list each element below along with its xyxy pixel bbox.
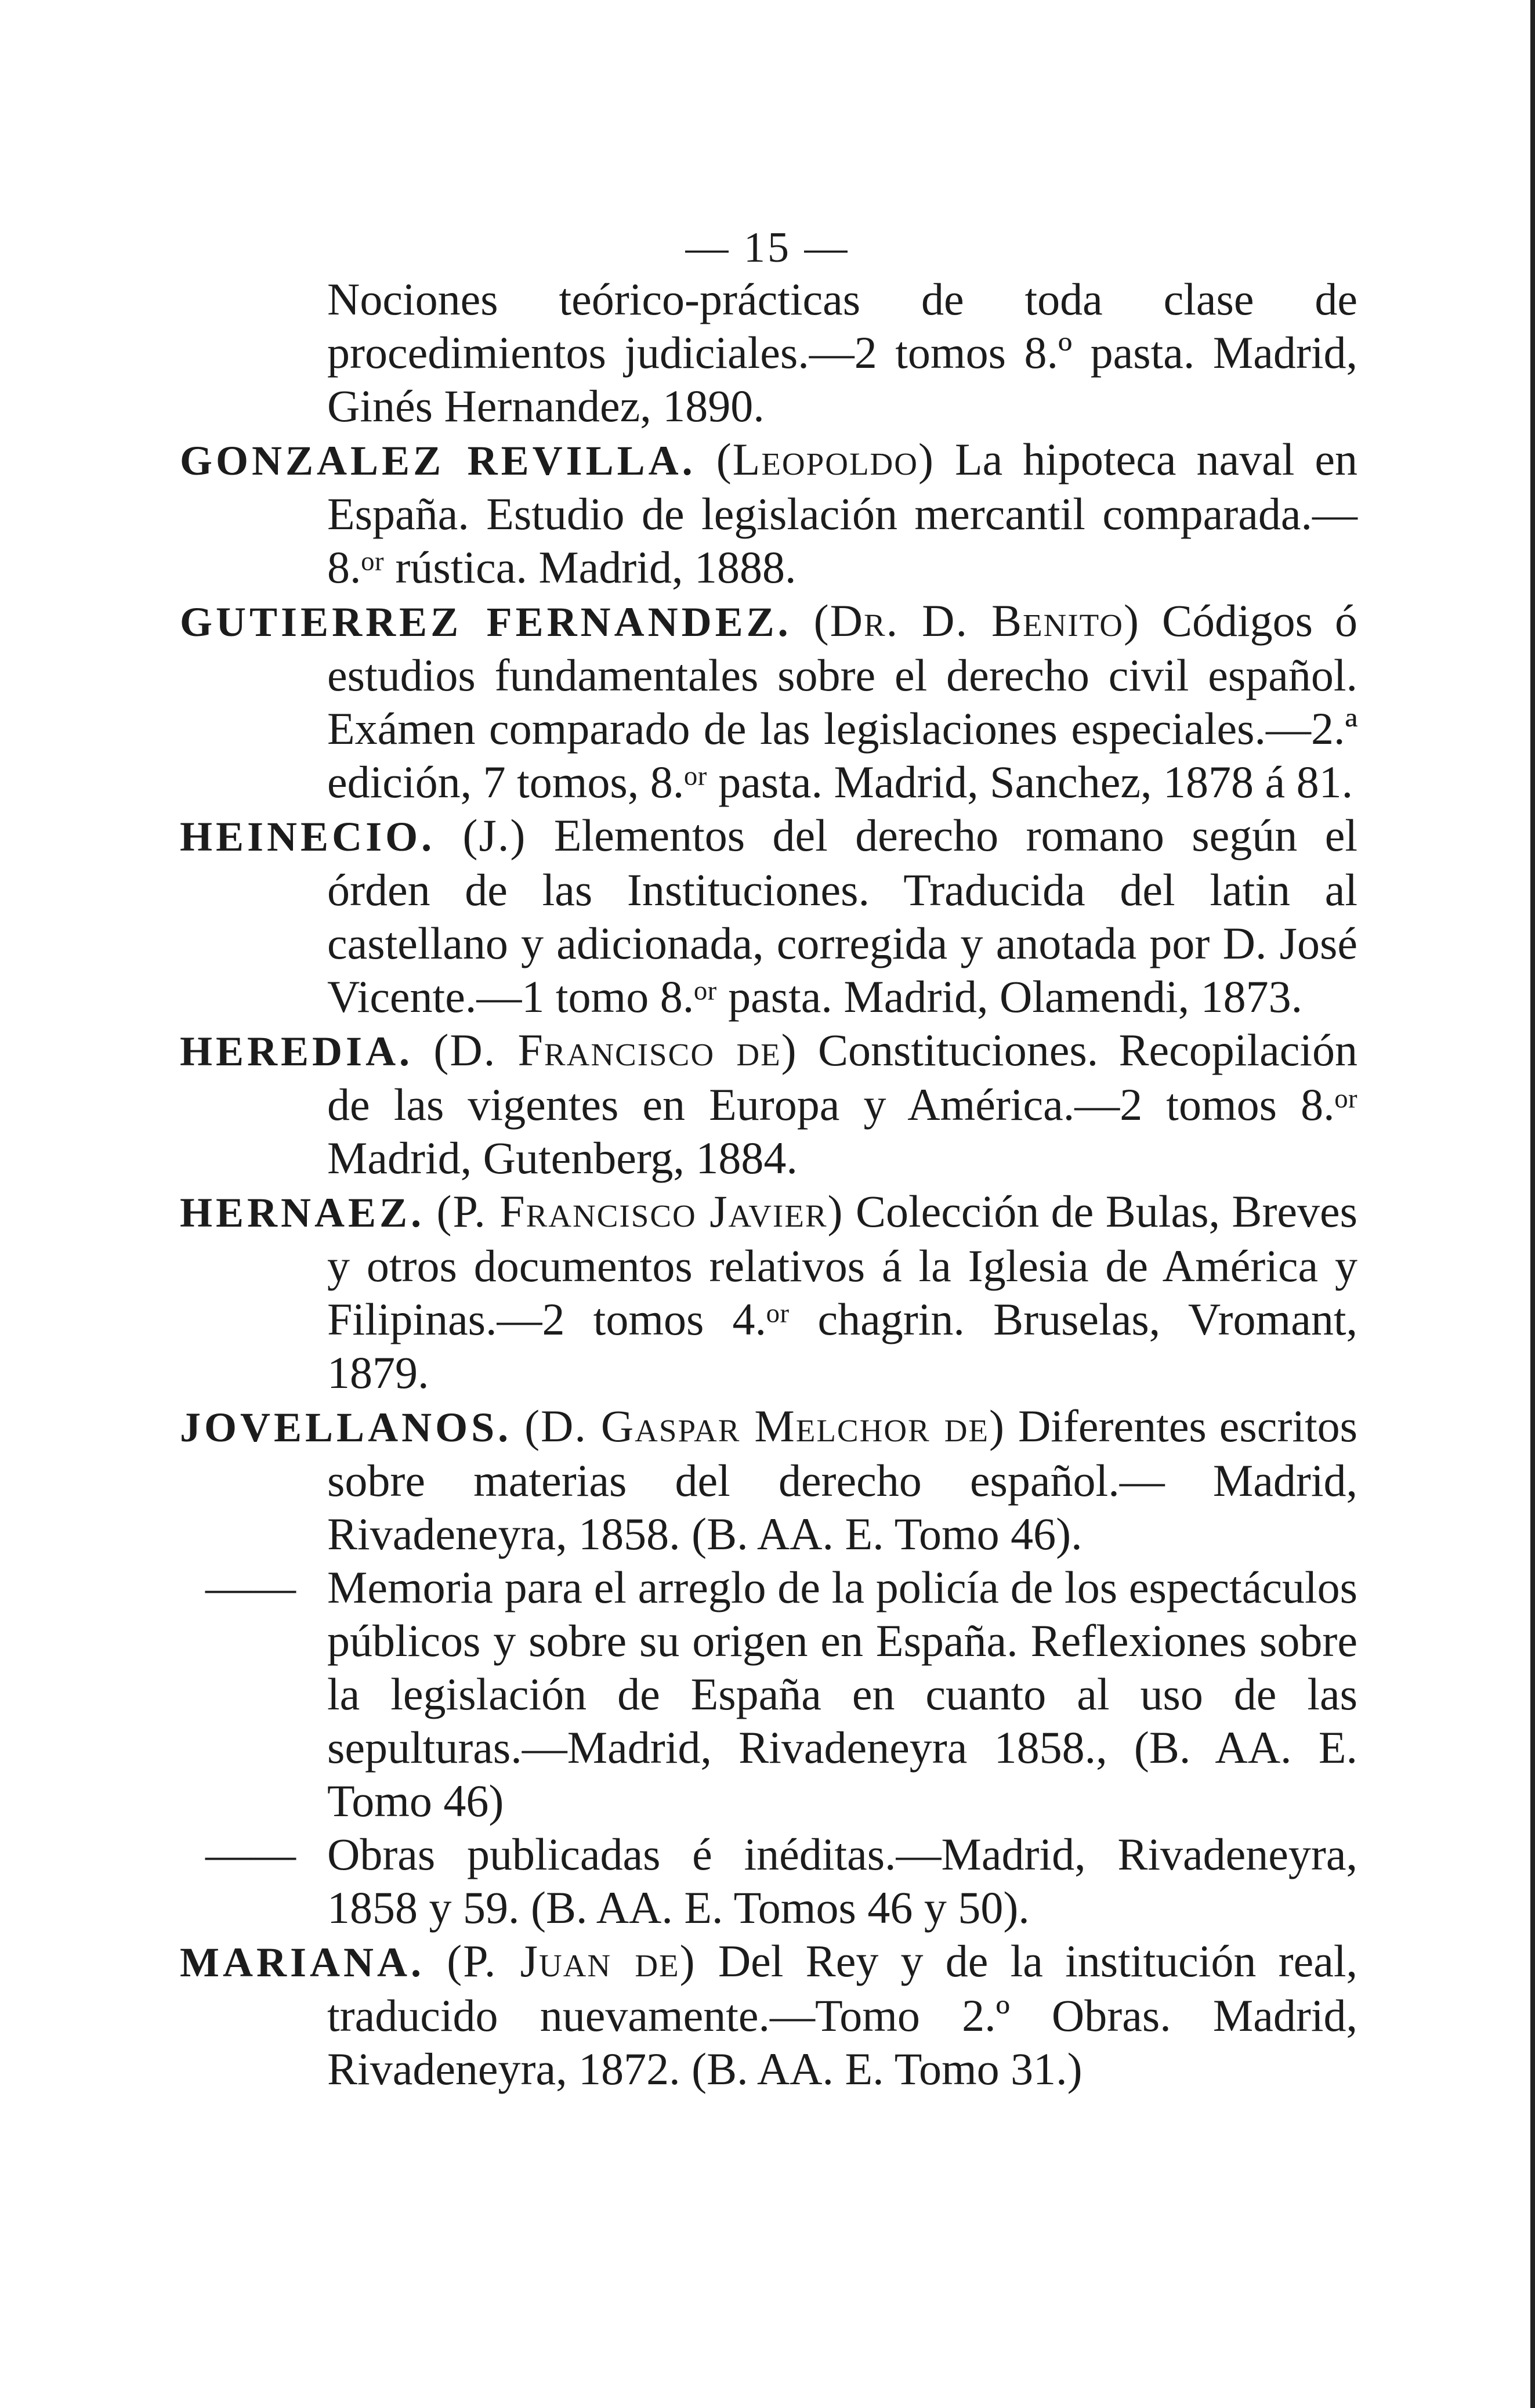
entry-given-name: (D. Gaspar Melchor de) (524, 1401, 1005, 1451)
entry-author: HERNAEZ. (180, 1189, 425, 1236)
list-item (180, 1185, 1357, 1400)
entry-text: Elementos del derecho romano según el órden de las Instituciones. Traducida del latin al castellano y adicionada, corregida y anotada por D. José Vicente.—1 tomo 8.ᵒʳ pasta. Madrid, Olamendi, 1873. (327, 810, 1357, 1022)
entry-author: HEINECIO. (180, 813, 436, 860)
entry-given-name: (P. Francisco Javier) (436, 1186, 844, 1236)
entry-text: Constituciones. Recopilación de las vigentes en Europa y América.—2 tomos 8.ᵒʳ Madrid, Gutenberg, 1884. (327, 1025, 1358, 1183)
entry-author: MARIANA. (180, 1939, 425, 1986)
entry-given-name: (Dr. D. Benito) (813, 595, 1140, 646)
entry-text: Del Rey y de la institución real, traducido nuevamente.—Tomo 2.º Obras. Madrid, Rivadeneyra, 1872. (B. AA. E. Tomo 31.) (327, 1936, 1358, 2094)
entry-author: GUTIERREZ FERNANDEZ. (180, 599, 792, 645)
entry-given-name: (Leopoldo) (716, 434, 935, 485)
bibliography-list (180, 273, 1357, 2096)
entry-text: Memoria para el arreglo de la policía de los espectáculos públicos y sobre su origen en España. Reflexiones sobre la legislación de España en cuanto al uso de las sepulturas.—Madrid, Rivadeneyra 1858., (B. AA. E. Tomo 46) (327, 1562, 1357, 1826)
list-item (180, 1561, 1357, 1828)
ditto-dash: —— (205, 1562, 296, 1612)
list-item (180, 433, 1357, 594)
entry-author: JOVELLANOS. (180, 1404, 512, 1451)
entry-text: Códigos ó estudios fundamentales sobre el derecho civil español. Exámen comparado de las legislaciones especiales.—2.ª edición, 7 tomos, 8.ᵒʳ pasta. Madrid, Sanchez, 1878 á 81. (327, 595, 1358, 807)
entry-text: Colección de Bulas, Breves y otros documentos relativos á la Iglesia de América y Filipinas.—2 tomos 4.ᵒʳ chagrin. Bruselas, Vromant, 1879. (327, 1186, 1358, 1398)
list-item (180, 809, 1357, 1024)
entry-text: Obras publicadas é inéditas.—Madrid, Rivadeneyra, 1858 y 59. (B. AA. E. Tomos 46 y 50). (327, 1829, 1357, 1933)
entry-text: Nociones teórico-prácticas de toda clase de procedimientos judiciales.—2 tomos 8.º pasta. Madrid, Ginés Hernandez, 1890. (327, 274, 1357, 431)
list-item (180, 1828, 1357, 1935)
ditto-dash: —— (205, 1829, 296, 1879)
list-item (180, 1935, 1357, 2096)
list-item (180, 273, 1357, 433)
entry-given-name: (J.) (462, 810, 527, 860)
entry-text: Diferentes escritos sobre materias del derecho español.— Madrid, Rivadeneyra, 1858. (B. AA. E. Tomo 46). (327, 1401, 1358, 1559)
list-item (180, 594, 1357, 809)
entry-given-name: (P. Juan de) (447, 1936, 696, 1986)
entry-text: La hipoteca naval en España. Estudio de legislación mercantil comparada.—8.ᵒʳ rústica. Madrid, 1888. (327, 434, 1358, 592)
page-edge-border (1530, 0, 1535, 2408)
entry-author: GONZALEZ REVILLA. (180, 438, 696, 484)
entry-author: HEREDIA. (180, 1028, 414, 1075)
entry-given-name: (D. Francisco de) (433, 1025, 798, 1075)
page-number: — 15 — (685, 224, 850, 272)
list-item (180, 1400, 1357, 1561)
list-item (180, 1024, 1357, 1185)
